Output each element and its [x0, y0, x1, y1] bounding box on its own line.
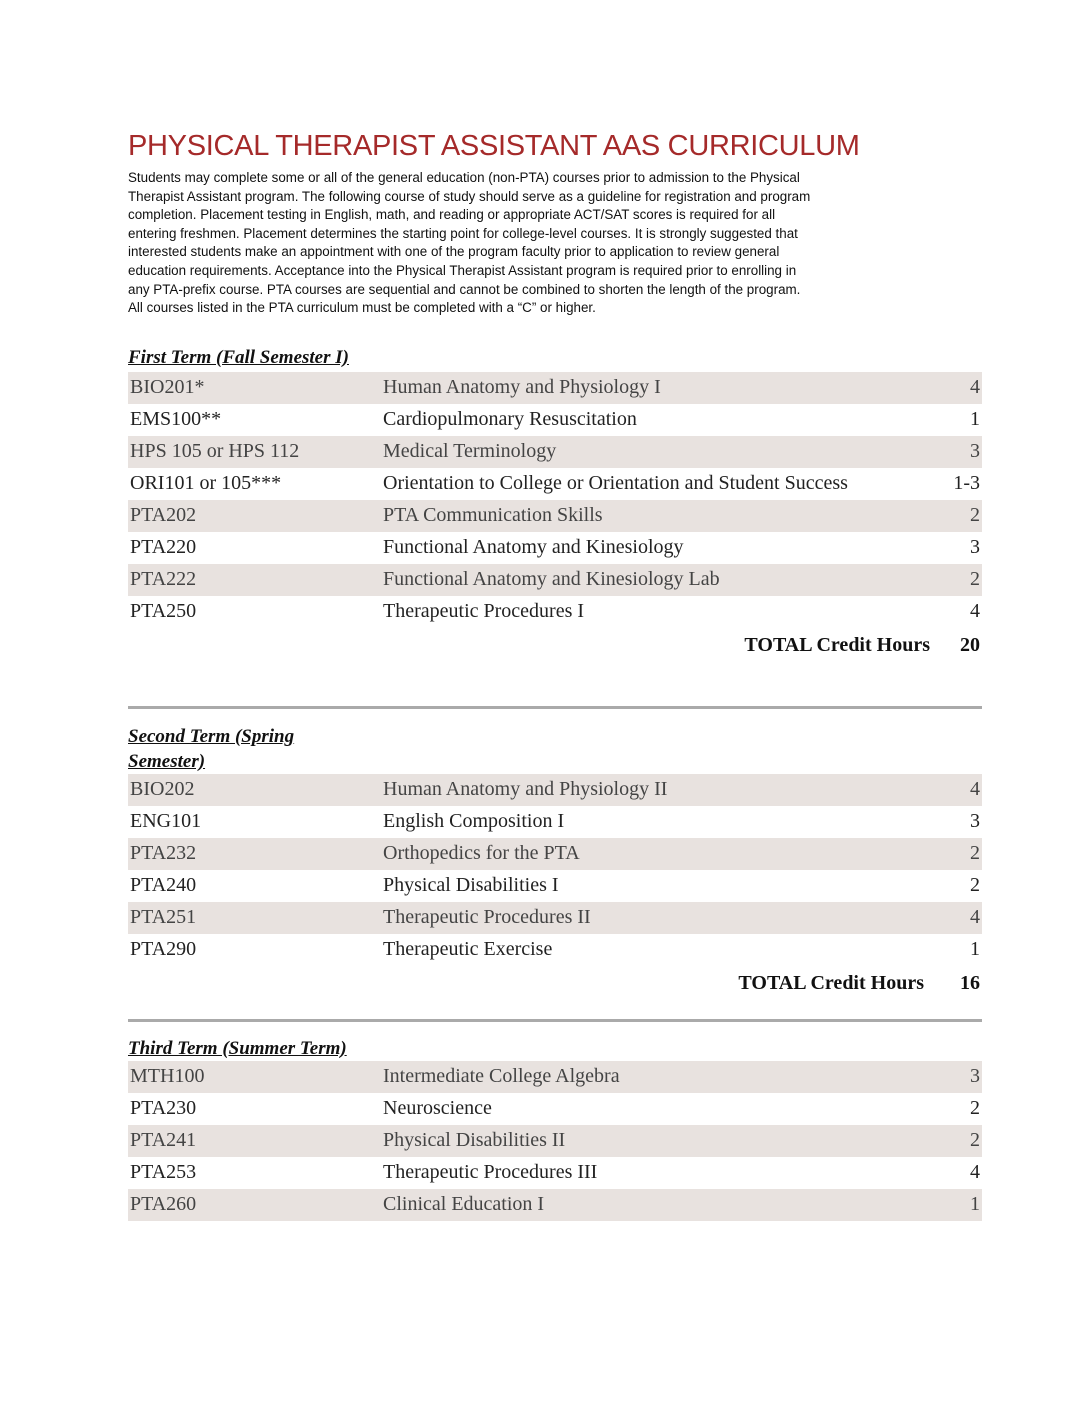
- course-credits: 2: [970, 1097, 980, 1119]
- course-credits: 4: [970, 906, 980, 928]
- term-title: Second Term (Spring: [128, 726, 295, 747]
- course-code: PTA202: [130, 504, 197, 526]
- intro-line: Students may complete some or all of the general education (non-PTA) courses prior to admission to the Physical: [128, 170, 800, 185]
- course-credits: 2: [970, 874, 980, 896]
- term-total-row: [128, 966, 982, 1004]
- course-credits: 4: [970, 1161, 980, 1183]
- course-name: Therapeutic Procedures II: [383, 906, 591, 928]
- course-row: [128, 404, 982, 436]
- course-credits: 3: [970, 536, 980, 558]
- course-code: MTH100: [130, 1065, 205, 1087]
- intro-paragraph: [128, 169, 968, 318]
- course-code: ENG101: [130, 810, 202, 832]
- course-credits: 3: [970, 1065, 980, 1087]
- course-row: [128, 1125, 982, 1157]
- term-section-third: [128, 1036, 982, 1221]
- course-row: [128, 934, 982, 966]
- course-name: Functional Anatomy and Kinesiology: [383, 536, 684, 558]
- page-title: PHYSICAL THERAPIST ASSISTANT AAS CURRICULUM: [128, 130, 860, 162]
- intro-line: interested students make an appointment with one of the program faculty prior to application to review general: [128, 244, 780, 260]
- course-credits: 2: [970, 842, 980, 864]
- course-code: PTA290: [130, 938, 197, 960]
- course-name: Human Anatomy and Physiology II: [383, 778, 668, 800]
- course-code: EMS100**: [130, 408, 222, 430]
- course-code: PTA220: [130, 536, 197, 558]
- course-credits: 2: [970, 568, 980, 590]
- course-row: [128, 806, 982, 838]
- term-section-first: [128, 345, 982, 666]
- term-section-second: [128, 724, 982, 1004]
- course-credits: 1-3: [953, 472, 980, 494]
- course-name: English Composition I: [383, 810, 565, 832]
- course-name: Orientation to College or Orientation and Student Success: [383, 472, 848, 494]
- course-credits: 4: [970, 778, 980, 800]
- total-label: TOTAL Credit Hours: [738, 972, 924, 994]
- course-row: [128, 372, 982, 404]
- course-code: PTA260: [130, 1193, 197, 1215]
- course-row: [128, 532, 982, 564]
- intro-line: education requirements. Acceptance into the Physical Therapist Assistant program is required prior to enrolling in: [128, 262, 797, 278]
- course-name: Intermediate College Algebra: [383, 1065, 620, 1087]
- course-name: Cardiopulmonary Resuscitation: [383, 408, 637, 430]
- course-name: Therapeutic Exercise: [383, 938, 553, 960]
- course-credits: 4: [970, 600, 980, 622]
- course-credits: 2: [970, 1129, 980, 1151]
- course-row: [128, 1189, 982, 1221]
- course-code: ORI101 or 105***: [130, 472, 282, 494]
- course-code: PTA241: [130, 1129, 197, 1151]
- total-value: 20: [960, 634, 980, 656]
- course-code: PTA253: [130, 1161, 197, 1183]
- course-credits: 1: [970, 938, 980, 960]
- total-value: 16: [960, 972, 980, 994]
- course-credits: 4: [970, 376, 980, 398]
- course-name: Therapeutic Procedures I: [383, 600, 585, 622]
- course-name: PTA Communication Skills: [383, 504, 603, 526]
- course-code: HPS 105 or HPS 112: [130, 440, 300, 462]
- term-title: First Term (Fall Semester I): [128, 347, 349, 368]
- course-row: [128, 870, 982, 902]
- course-name: Neuroscience: [383, 1097, 492, 1119]
- course-code: PTA222: [130, 568, 197, 590]
- course-row: [128, 1093, 982, 1125]
- course-code: BIO201*: [130, 376, 205, 398]
- intro-line: All courses listed in the PTA curriculum must be completed with a “C” or higher.: [128, 300, 596, 316]
- course-name: Physical Disabilities II: [383, 1129, 566, 1151]
- course-name: Medical Terminology: [383, 440, 557, 462]
- course-row: [128, 1157, 982, 1189]
- course-row: [128, 774, 982, 806]
- intro-line: completion. Placement testing in English, math, and reading or appropriate ACT/SAT scores is required for all: [128, 207, 776, 223]
- term-title: Semester): [128, 751, 206, 772]
- course-row: [128, 500, 982, 532]
- course-credits: 3: [970, 440, 980, 462]
- course-name: Physical Disabilities I: [383, 874, 559, 896]
- course-row: [128, 596, 982, 628]
- course-code: PTA251: [130, 906, 197, 928]
- section-divider: [128, 706, 982, 709]
- course-row: [128, 838, 982, 870]
- course-name: Therapeutic Procedures III: [383, 1161, 598, 1183]
- course-name: Clinical Education I: [383, 1193, 545, 1215]
- term-total-row: [128, 628, 982, 666]
- course-code: PTA240: [130, 874, 197, 896]
- course-credits: 1: [970, 1193, 980, 1215]
- course-code: PTA250: [130, 600, 197, 622]
- intro-line: Therapist Assistant program. The following course of study should serve as a guideline for registration and program: [128, 188, 811, 204]
- course-code: PTA230: [130, 1097, 197, 1119]
- course-code: BIO202: [130, 778, 195, 800]
- course-row: [128, 1061, 982, 1093]
- course-credits: 2: [970, 504, 980, 526]
- course-credits: 1: [970, 408, 980, 430]
- total-label: TOTAL Credit Hours: [744, 634, 930, 656]
- term-title: Third Term (Summer Term): [128, 1038, 347, 1059]
- course-name: Orthopedics for the PTA: [383, 842, 580, 864]
- course-code: PTA232: [130, 842, 197, 864]
- course-row: [128, 468, 982, 500]
- course-row: [128, 564, 982, 596]
- intro-line: entering freshmen. Placement determines the starting point for college-level courses. It is strongly suggested that: [128, 225, 798, 241]
- course-name: Functional Anatomy and Kinesiology Lab: [383, 568, 720, 590]
- course-credits: 3: [970, 810, 980, 832]
- course-row: [128, 436, 982, 468]
- intro-line: any PTA-prefix course. PTA courses are sequential and cannot be combined to shorten the length of the program.: [128, 281, 801, 297]
- section-divider: [128, 1019, 982, 1022]
- course-row: [128, 902, 982, 934]
- course-name: Human Anatomy and Physiology I: [383, 376, 661, 398]
